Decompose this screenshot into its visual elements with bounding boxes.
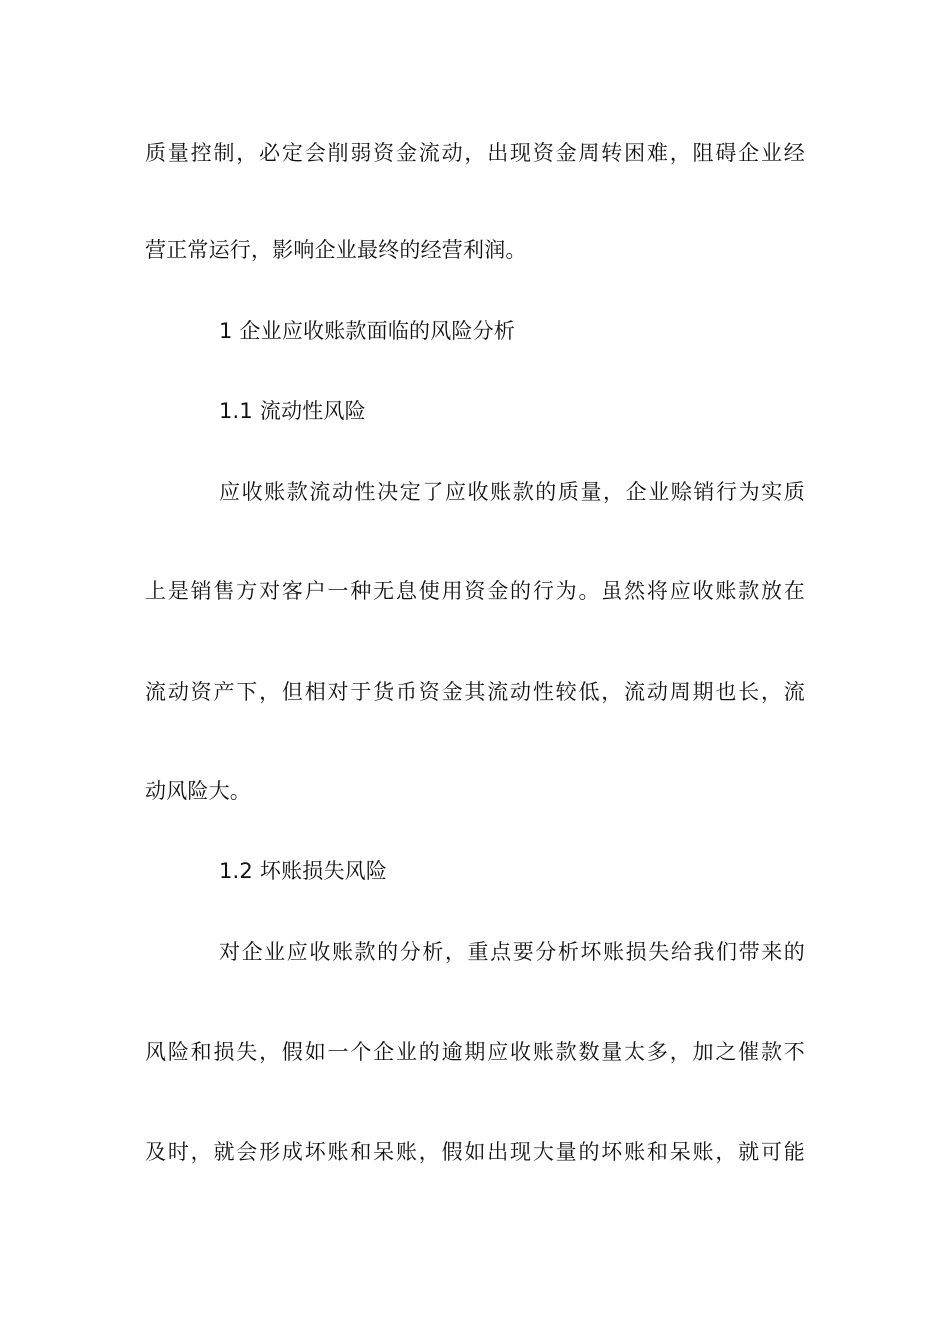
subsection-heading: 1.2 坏账损失风险 bbox=[219, 859, 388, 883]
body-text-line: 流动资产下，但相对于货币资金其流动性较低，流动周期也长，流 bbox=[145, 680, 805, 704]
body-text-line: 对企业应收账款的分析，重点要分析坏账损失给我们带来的 bbox=[219, 940, 805, 964]
body-text-line: 风险和损失，假如一个企业的逾期应收账款数量太多，加之催款不 bbox=[145, 1040, 805, 1064]
body-text-line: 上是销售方对客户一种无息使用资金的行为。虽然将应收账款放在 bbox=[145, 579, 805, 603]
body-text-line: 及时，就会形成坏账和呆账，假如出现大量的坏账和呆账，就可能 bbox=[145, 1140, 805, 1164]
body-text-line: 动风险大。 bbox=[145, 779, 251, 803]
subsection-heading: 1.1 流动性风险 bbox=[219, 399, 366, 423]
body-text-line: 应收账款流动性决定了应收账款的质量，企业赊销行为实质 bbox=[219, 480, 805, 504]
body-text-line: 营正常运行，影响企业最终的经营利润。 bbox=[145, 238, 527, 262]
body-text-line: 质量控制，必定会削弱资金流动，出现资金周转困难，阻碍企业经 bbox=[145, 141, 805, 165]
section-heading: 1 企业应收账款面临的风险分析 bbox=[219, 319, 516, 343]
